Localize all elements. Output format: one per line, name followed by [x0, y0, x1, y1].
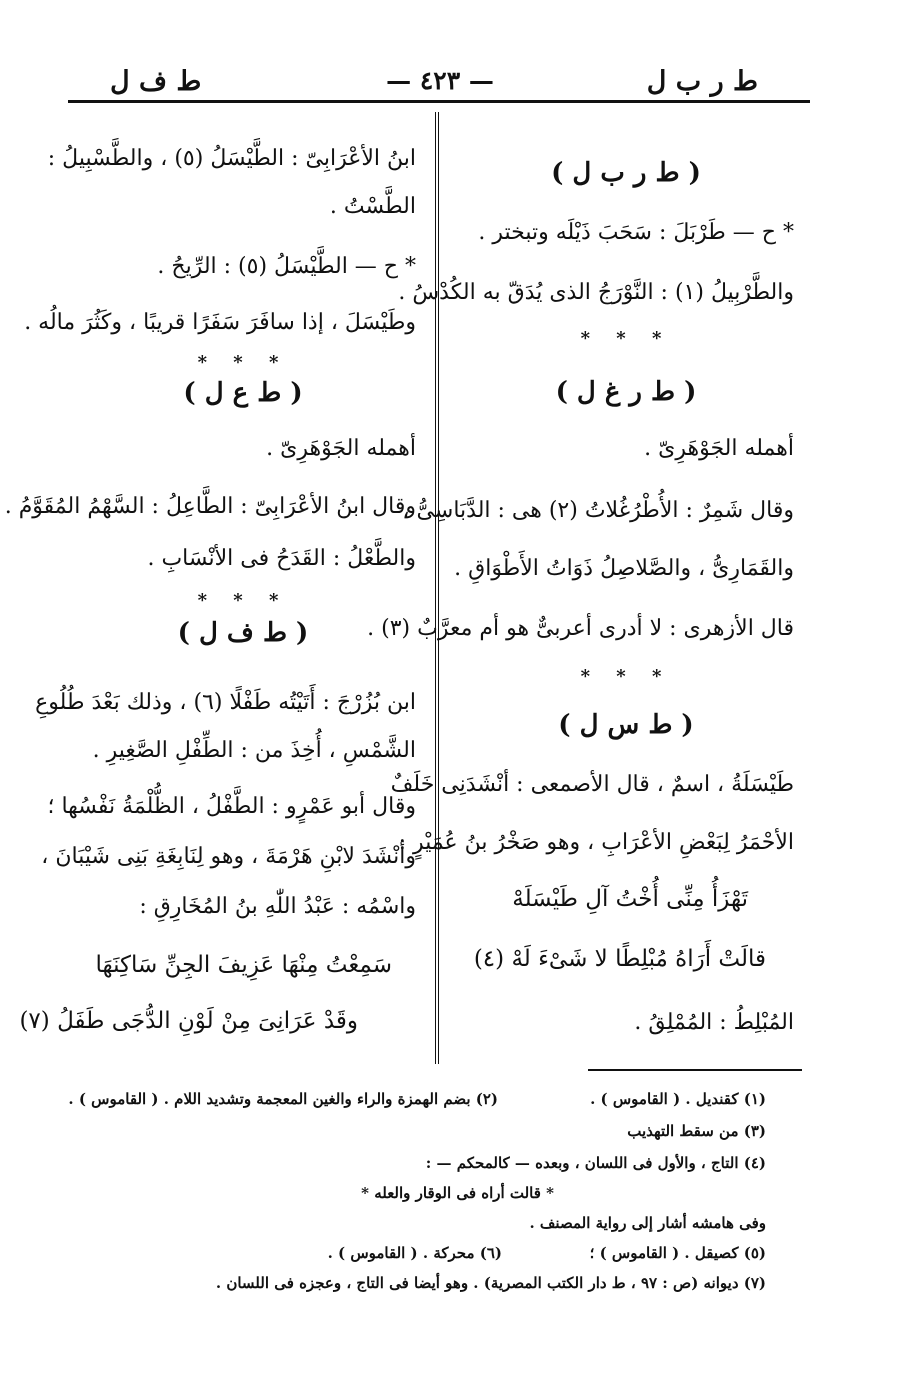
footnote: (٤) التاج ، والأول فى اللسان ، وبعده — كالمحكم — : [425, 1154, 766, 1172]
text-line: وأنْشَدَ لابْنِ هَرْمَةَ ، وهو لِنَابِغَةِ بَنِى شَيْبَانَ ، [41, 844, 416, 869]
verse-line: تَهْزَأُ مِنِّى أُخْتُ آلِ طَيْسَلَهْ [512, 886, 748, 912]
text-line: أهمله الجَوْهَرِىّ . [266, 436, 416, 461]
entry-heading-taal: ( ط ع ل ) [183, 378, 303, 408]
text-line: أهمله الجَوْهَرِىّ . [644, 436, 794, 461]
text-line: وقال شَمِرٌ : الأُطْرُغُلاتُ (٢) هى : الدَّبَاسِىُّ ، [402, 498, 794, 523]
section-separator: * * * [197, 590, 289, 611]
footnote: (٢) بضم الهمزة والراء والغين المعجمة وتشديد اللام . ( القاموس ) . [68, 1090, 498, 1108]
column-divider [435, 112, 439, 1064]
text-line: وقال أبو عَمْرٍو : الطَّفْلُ ، الظُّلْمَةُ نَفْسُها ؛ [47, 794, 416, 819]
verse-line: سَمِعْتُ مِنْهَا عَزِيفَ الجِنِّ سَاكِنَهَا [95, 952, 392, 978]
page-header [70, 60, 810, 104]
footnote: وفى هامشه أشار إلى رواية المصنف . [529, 1214, 766, 1232]
header-root-left: ط ف ل [110, 66, 202, 97]
entry-heading-targhal: ( ط ر غ ل ) [555, 377, 697, 407]
section-separator: * * * [580, 666, 672, 687]
footnote: (١) كقنديل . ( القاموس ) . [590, 1090, 766, 1108]
text-line: * ح — طَرْبَلَ : سَحَبَ ذَيْلَه وتبختر . [478, 220, 794, 245]
text-line: وطَيْسَلَ ، إذا سافَرَ سَفَرًا قريبًا ، وكَثُرَ مالُه . [24, 310, 416, 335]
text-line: ابن بُزُرْجَ : أَتَيْتُه طَفْلًا (٦) ، وذلك بَعْدَ طُلُوعِ [35, 690, 416, 715]
text-line: المُبْلِطُ : المُمْلِقُ . [634, 1010, 794, 1035]
footnote: (٣) من سقط التهذيب [627, 1122, 766, 1140]
text-line: الأحْمَرُ لِبَعْضِ الأعْرَابِ ، وهو صَخْرُ بنُ عُمَيْرٍ : [398, 830, 794, 855]
footnote-rule [588, 1069, 802, 1071]
entry-heading-tafal: ( ط ف ل ) [177, 618, 309, 648]
text-line: والقَمَارِىُّ ، والصَّلاصِلُ ذَوَاتُ الأَطْوَاقِ . [454, 556, 794, 581]
verse-line: قالَتْ أَرَاهُ مُبْلِطًا لا شَىْءَ لَهْ (٤) [473, 946, 766, 972]
section-separator: * * * [197, 352, 289, 373]
text-line: قال الأزهرى : لا أدرى أعربىٌّ هو أم معرَّبٌ (٣) . [367, 616, 794, 641]
text-line: الطَّسْتُ . [329, 194, 416, 219]
text-line: ابنُ الأعْرَابِىّ : الطَّيْسَلُ (٥) ، والطَّسْبِيلُ : [47, 146, 416, 171]
verse-line: وقَدْ عَرَانِىَ مِنْ لَوْنِ الدُّجَى طَفَلُ (٧) [19, 1008, 358, 1034]
text-line: وقال ابنُ الأعْرَابِىّ : الطَّاعِلُ : السَّهْمُ المُقَوَّمُ . [4, 494, 416, 519]
text-line: طَيْسَلَةُ ، اسمٌ ، قال الأصمعى : أنْشَدَنِى خَلَفٌ [390, 772, 794, 797]
text-line: الشَّمْسِ ، أُخِذَ من : الطِّفْلِ الصَّغِيرِ . [92, 738, 416, 763]
text-line: والطَّرْبِيلُ (١) : النَّوْرَجُ الذى يُدَقّ به الكُدْسُ . [398, 280, 794, 305]
section-separator: * * * [580, 328, 672, 349]
footnote: (٥) كصيقل . ( القاموس ) ؛ [589, 1244, 766, 1262]
text-line: والطَّعْلُ : القَدَحُ فى الأنْسَابِ . [147, 546, 416, 571]
page-number: — ٤٢٣ — [386, 66, 494, 95]
text-line: * ح — الطَّيْسَلُ (٥) : الرِّيحُ . [157, 254, 416, 279]
footnote-verse: * قالت أراه فى الوقار والعله * [361, 1184, 554, 1202]
entry-heading-tasal: ( ط س ل ) [558, 710, 694, 740]
entry-heading-tarbal: ( ط ر ب ل ) [551, 158, 701, 188]
text-line: واسْمُه : عَبْدُ اللّٰهِ بنُ المُخَارِقِ : [139, 894, 416, 919]
footnote: (٧) ديوانه (ص : ٩٧ ، ط دار الكتب المصرية) . وهو أيضا فى التاج ، وعجزه فى اللسان . [215, 1274, 766, 1292]
footnote: (٦) محركة . ( القاموس ) . [327, 1244, 502, 1262]
header-root-right: ط ر ب ل [646, 66, 758, 97]
header-rule [68, 100, 810, 103]
